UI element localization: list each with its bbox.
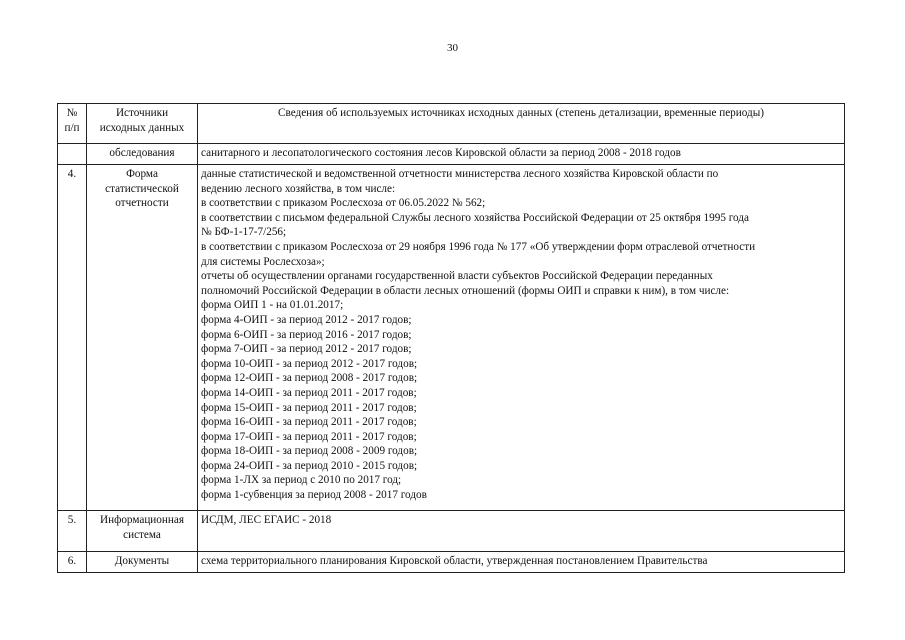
row-source-line: Документы <box>114 555 170 567</box>
row-info-line: в соответствии с приказом Рослесхоза от 06.05.2022 № 562; <box>201 197 486 210</box>
row-num-cell: 5. <box>58 511 87 552</box>
row-source-line: Форма <box>126 168 158 180</box>
row-info-line: форма 14-ОИП - за период 2011 - 2017 годов; <box>201 386 417 399</box>
row-info-line: форма 4-ОИП - за период 2012 - 2017 годов; <box>201 313 412 326</box>
row-info-cell <box>198 552 845 573</box>
row-info-line: отчеты об осуществлении органами государственной власти субъектов Российской Федерации переданных <box>201 270 713 283</box>
row-source-line: статистической <box>105 182 179 195</box>
row-num-cell <box>58 144 87 165</box>
row-num-cell: 6. <box>58 552 87 573</box>
table-row <box>58 165 845 511</box>
row-info-line: ведению лесного хозяйства, в том числе: <box>201 182 396 195</box>
row-info-line: форма 24-ОИП - за период 2010 - 2015 годов; <box>201 459 418 472</box>
table-row <box>58 552 845 573</box>
row-info-line: форма 16-ОИП - за период 2011 - 2017 годов; <box>201 416 417 429</box>
row-info-line: для системы Рослесхоза»; <box>201 255 325 268</box>
row-source-cell <box>87 511 198 552</box>
row-source-line: обследования <box>109 147 175 159</box>
row-info-line: схема территориального планирования Кировской области, утвержденная постановлением Правительства <box>201 555 708 567</box>
row-info-line: форма 12-ОИП - за период 2008 - 2017 годов; <box>201 372 418 385</box>
header-info-cell <box>198 104 845 144</box>
row-source-cell <box>87 144 198 165</box>
row-info-line: № БФ-1-17-7/256; <box>201 226 287 239</box>
row-source-line: отчетности <box>115 197 169 210</box>
header-source-cell <box>87 104 198 144</box>
header-num-line: п/п <box>64 121 80 134</box>
header-source-line: Источники <box>115 107 169 119</box>
row-info-line: форма 17-ОИП - за период 2011 - 2017 годов; <box>201 430 417 443</box>
row-info-line: данные статистической и ведомственной отчетности министерства лесного хозяйства Кировской области по <box>201 168 719 180</box>
page-number: 30 <box>447 42 458 54</box>
row-source-line: Информационная <box>100 514 184 526</box>
header-info-text: Сведения об используемых источниках исходных данных (степень детализации, временные периоды) <box>278 107 764 119</box>
row-info-cell <box>198 511 845 552</box>
row-info-line: санитарного и лесопатологического состояния лесов Кировской области за период 2008 - 2018 годов <box>201 147 681 159</box>
table-row <box>58 511 845 552</box>
row-info-cell <box>198 144 845 165</box>
row-info-cell <box>198 165 845 511</box>
row-info-line: форма 6-ОИП - за период 2016 - 2017 годов; <box>201 328 412 341</box>
row-info-line: форма 1-ЛХ за период с 2010 по 2017 год; <box>201 474 402 487</box>
row-source-cell <box>87 552 198 573</box>
table-row <box>58 144 845 165</box>
header-source-line: исходных данных <box>99 121 185 134</box>
row-info-line: форма 10-ОИП - за период 2012 - 2017 годов; <box>201 357 418 370</box>
row-source-line: система <box>123 528 161 541</box>
row-source-cell <box>87 165 198 511</box>
sources-table <box>57 103 845 573</box>
row-info-line: форма 1-субвенция за период 2008 - 2017 годов <box>201 489 427 502</box>
row-info-line: форма ОИП 1 - на 01.01.2017; <box>201 299 344 312</box>
row-info-line: форма 18-ОИП - за период 2008 - 2009 годов; <box>201 445 418 458</box>
row-info-line: в соответствии с письмом федеральной Службы лесного хозяйства Российской Федерации от 25 октября 1995 года <box>201 211 749 224</box>
row-info-line: ИСДМ, ЛЕС ЕГАИС - 2018 <box>201 514 332 526</box>
row-info-line: форма 15-ОИП - за период 2011 - 2017 годов; <box>201 401 417 414</box>
table-header-row <box>58 104 845 144</box>
row-num-cell: 4. <box>58 165 87 511</box>
row-info-line: форма 7-ОИП - за период 2012 - 2017 годов; <box>201 343 412 356</box>
header-num-line: № <box>66 107 78 119</box>
row-info-line: полномочий Российской Федерации в области лесных отношений (формы ОИП и справки к ним), в том числе: <box>201 284 730 297</box>
header-num-cell <box>58 104 87 144</box>
row-info-line: в соответствии с приказом Рослесхоза от 29 ноября 1996 года № 177 «Об утверждении форм отраслевой отчетности <box>201 240 756 253</box>
